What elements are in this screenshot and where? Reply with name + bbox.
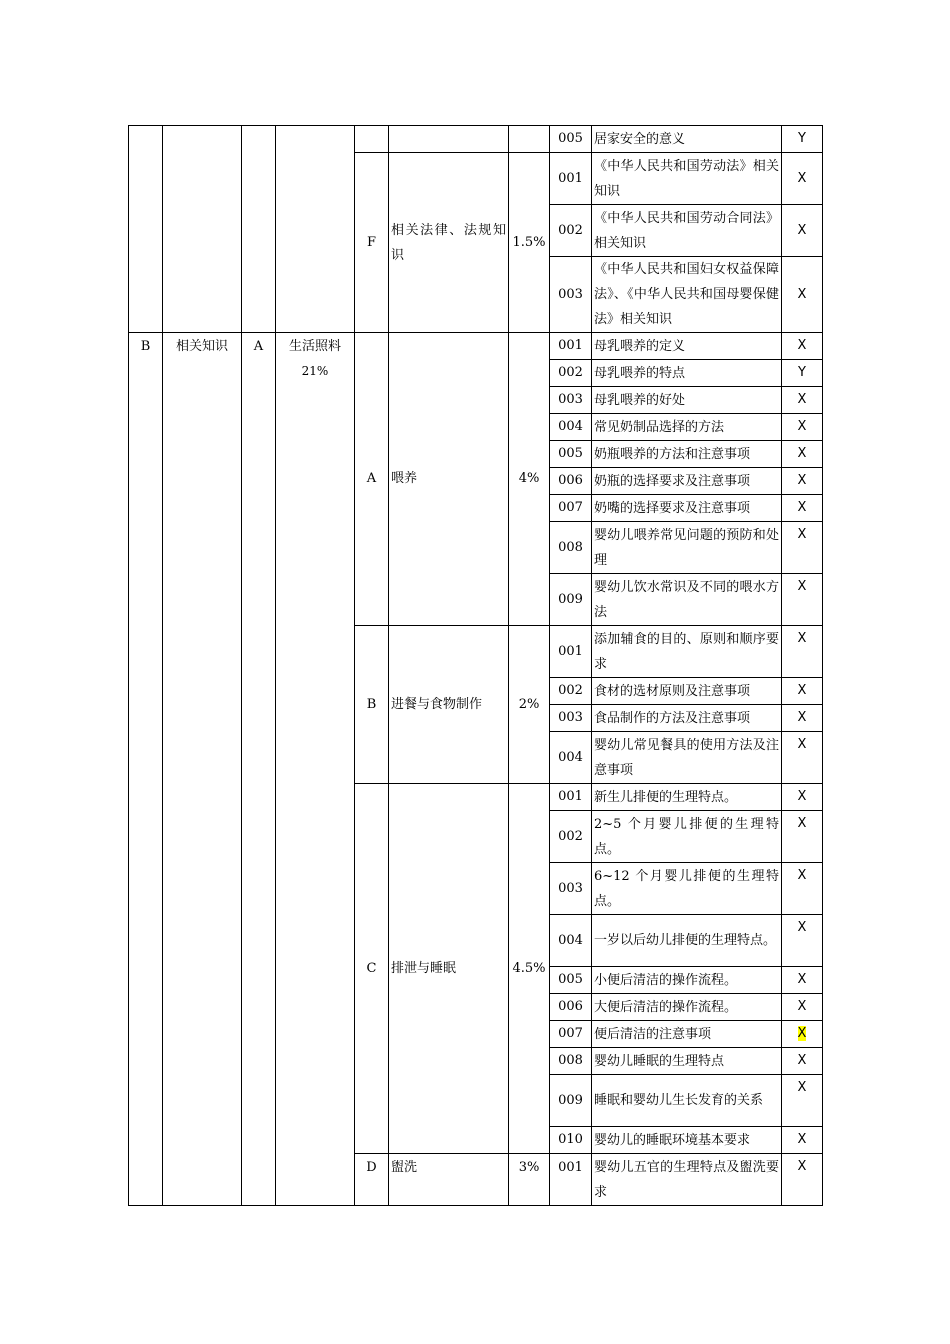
item-text: 母乳喂养的好处 <box>592 387 782 414</box>
empty-cell <box>242 126 276 333</box>
item-text: 婴幼儿常见餐具的使用方法及注意事项 <box>592 732 782 784</box>
unit-weight: 4% <box>509 333 550 626</box>
item-code: 008 <box>550 522 592 574</box>
highlighted-flag: X <box>797 1026 807 1041</box>
item-text: 新生儿排便的生理特点。 <box>592 784 782 811</box>
item-flag: X <box>782 863 823 915</box>
item-flag: X <box>782 1127 823 1154</box>
item-text: 《中华人民共和国劳动合同法》相关知识 <box>592 205 782 257</box>
empty-cell <box>509 126 550 153</box>
item-flag-cell <box>782 1021 823 1048</box>
item-flag: X <box>782 732 823 784</box>
item-code: 001 <box>550 333 592 360</box>
item-code: 001 <box>550 1154 592 1206</box>
item-flag: Y <box>782 360 823 387</box>
item-flag: X <box>782 678 823 705</box>
item-flag: X <box>782 626 823 678</box>
item-flag: X <box>782 414 823 441</box>
item-flag: X <box>782 574 823 626</box>
empty-cell <box>389 126 509 153</box>
item-text: 一岁以后幼儿排便的生理特点。 <box>592 915 782 967</box>
item-text: 居家安全的意义 <box>592 126 782 153</box>
item-code: 004 <box>550 414 592 441</box>
subsection-cell <box>276 333 355 1206</box>
item-text: 睡眠和婴幼儿生长发育的关系 <box>592 1075 782 1127</box>
item-flag: X <box>782 153 823 205</box>
item-code: 003 <box>550 387 592 414</box>
empty-cell <box>163 126 242 333</box>
item-code: 009 <box>550 574 592 626</box>
item-code: 006 <box>550 994 592 1021</box>
empty-cell <box>129 126 163 333</box>
item-code: 002 <box>550 678 592 705</box>
subsection-title: 生活照料 <box>288 339 341 354</box>
unit-title: 排泄与睡眠 <box>389 784 509 1154</box>
item-code: 005 <box>550 967 592 994</box>
unit-weight: 2% <box>509 626 550 784</box>
item-text: 大便后清洁的操作流程。 <box>592 994 782 1021</box>
item-text: 添加辅食的目的、原则和顺序要求 <box>592 626 782 678</box>
item-code: 010 <box>550 1127 592 1154</box>
item-text: 《中华人民共和国劳动法》相关知识 <box>592 153 782 205</box>
item-flag: X <box>782 994 823 1021</box>
section-title: 相关知识 <box>163 333 242 1206</box>
item-code: 002 <box>550 360 592 387</box>
table-row <box>129 333 823 360</box>
unit-code: B <box>355 626 389 784</box>
item-flag: X <box>782 784 823 811</box>
item-flag: X <box>782 387 823 414</box>
item-flag: X <box>782 967 823 994</box>
item-code: 003 <box>550 863 592 915</box>
item-text: 婴幼儿喂养常见问题的预防和处理 <box>592 522 782 574</box>
knowledge-table <box>128 125 823 1206</box>
item-text: 奶嘴的选择要求及注意事项 <box>592 495 782 522</box>
item-code: 002 <box>550 811 592 863</box>
item-text: 婴幼儿饮水常识及不同的喂水方法 <box>592 574 782 626</box>
section-code: B <box>129 333 163 1206</box>
item-flag: X <box>782 705 823 732</box>
item-code: 009 <box>550 1075 592 1127</box>
item-text: 奶瓶喂养的方法和注意事项 <box>592 441 782 468</box>
unit-weight: 1.5% <box>509 153 550 333</box>
item-text: 奶瓶的选择要求及注意事项 <box>592 468 782 495</box>
item-code: 007 <box>550 1021 592 1048</box>
empty-cell <box>355 126 389 153</box>
item-text: 食材的选材原则及注意事项 <box>592 678 782 705</box>
item-flag: X <box>782 468 823 495</box>
item-code: 005 <box>550 441 592 468</box>
table-row <box>129 126 823 153</box>
unit-title: 进餐与食物制作 <box>389 626 509 784</box>
item-text: 2~5 个月婴儿排便的生理特点。 <box>592 811 782 863</box>
item-code: 002 <box>550 205 592 257</box>
item-code: 004 <box>550 732 592 784</box>
item-text: 婴幼儿睡眠的生理特点 <box>592 1048 782 1075</box>
item-code: 008 <box>550 1048 592 1075</box>
unit-code: F <box>355 153 389 333</box>
item-code: 005 <box>550 126 592 153</box>
item-flag: X <box>782 522 823 574</box>
item-code: 007 <box>550 495 592 522</box>
item-code: 001 <box>550 153 592 205</box>
unit-code: C <box>355 784 389 1154</box>
item-code: 003 <box>550 705 592 732</box>
item-code: 001 <box>550 784 592 811</box>
item-code: 004 <box>550 915 592 967</box>
item-code: 006 <box>550 468 592 495</box>
item-flag: X <box>782 915 823 967</box>
unit-code: A <box>355 333 389 626</box>
item-code: 003 <box>550 257 592 333</box>
item-text: 常见奶制品选择的方法 <box>592 414 782 441</box>
item-flag: X <box>782 495 823 522</box>
item-flag: Y <box>782 126 823 153</box>
unit-title: 相关法律、法规知识 <box>389 153 509 333</box>
item-flag: X <box>782 1048 823 1075</box>
item-text: 便后清洁的注意事项 <box>592 1021 782 1048</box>
subsection-weight: 21% <box>301 364 329 378</box>
unit-code: D <box>355 1154 389 1206</box>
item-text: 母乳喂养的定义 <box>592 333 782 360</box>
item-flag: X <box>782 257 823 333</box>
empty-cell <box>276 126 355 333</box>
item-flag: X <box>782 811 823 863</box>
item-flag: X <box>782 333 823 360</box>
item-text: 小便后清洁的操作流程。 <box>592 967 782 994</box>
item-text: 婴幼儿的睡眠环境基本要求 <box>592 1127 782 1154</box>
item-flag: X <box>782 205 823 257</box>
unit-title: 喂养 <box>389 333 509 626</box>
item-flag: X <box>782 441 823 468</box>
item-flag: X <box>782 1154 823 1206</box>
unit-weight: 3% <box>509 1154 550 1206</box>
subsection-code: A <box>242 333 276 1206</box>
unit-weight: 4.5% <box>509 784 550 1154</box>
unit-title: 盥洗 <box>389 1154 509 1206</box>
item-text: 食品制作的方法及注意事项 <box>592 705 782 732</box>
item-text: 6~12 个月婴儿排便的生理特点。 <box>592 863 782 915</box>
item-code: 001 <box>550 626 592 678</box>
item-text: 《中华人民共和国妇女权益保障法》、《中华人民共和国母婴保健法》相关知识 <box>592 257 782 333</box>
item-text: 婴幼儿五官的生理特点及盥洗要求 <box>592 1154 782 1206</box>
item-flag: X <box>782 1075 823 1127</box>
item-text: 母乳喂养的特点 <box>592 360 782 387</box>
